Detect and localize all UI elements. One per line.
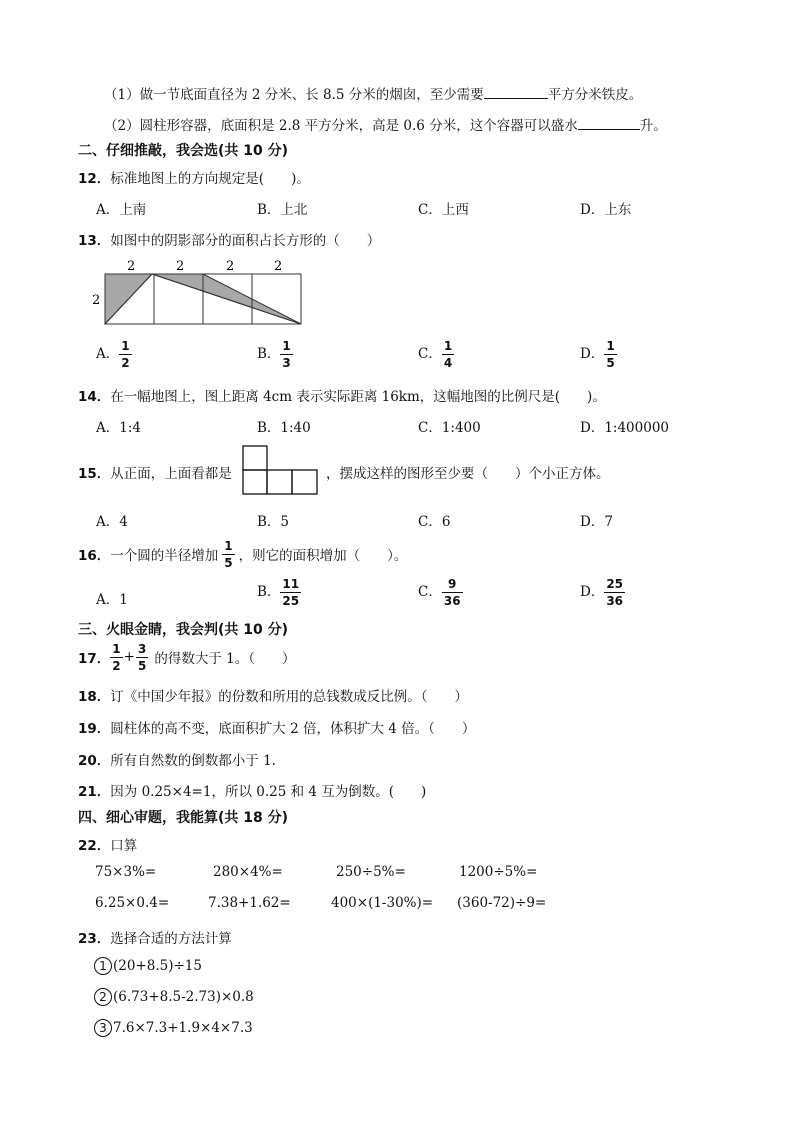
width-label: 2	[176, 259, 185, 274]
question-19: 19．圆柱体的高不变，底面积扩大 2 倍，体积扩大 4 倍。（ ）	[78, 721, 476, 737]
calc-item: 250÷5%=	[336, 864, 406, 880]
question-22: 22．口算	[78, 838, 138, 854]
question-14: 14．在一幅地图上，图上距离 4cm 表示实际距离 16km，这幅地图的比例尺是( )。	[78, 389, 606, 405]
answer-blank[interactable]	[484, 86, 548, 99]
question-12: 12．标准地图上的方向规定是( )。	[78, 171, 310, 187]
question-21: 21．因为 0.25×4=1，所以 0.25 和 4 互为倒数。( )	[78, 784, 427, 800]
answer-blank[interactable]	[578, 117, 640, 130]
question-15: 15．从正面，上面看都是	[78, 466, 232, 482]
square	[267, 470, 292, 494]
option-b[interactable]: B．5	[257, 514, 290, 530]
option-a[interactable]: A．4	[96, 514, 128, 530]
section-heading: 四、细心审题，我能算(共 18 分)	[78, 810, 289, 826]
fraction: $\frac{1}{2}$	[121, 339, 130, 370]
fill-question-2: （2）圆柱形容器，底面积是 2.8 平方分米，高是 0.6 分米，这个容器可以盛水 升。	[104, 118, 667, 134]
square	[243, 446, 267, 470]
calc-item: 1200÷5%=	[459, 864, 538, 880]
question-23: 23．选择合适的方法计算	[78, 931, 232, 947]
question-16: 16． 一个圆的半径增加 $\frac{1}{5}$ ，则它的面积增加（ ）。	[78, 538, 408, 570]
question-13: 13．如图中的阴影部分的面积占长方形的（ ）	[78, 233, 381, 249]
question-20: 20．所有自然数的倒数都小于 1.	[78, 753, 276, 769]
calc-item: 400×(1-30%)=	[331, 895, 434, 911]
calc-problem: 2 (6.73+8.5-2.73)×0.8	[94, 988, 254, 1006]
rectangle-figure	[88, 256, 308, 328]
question-18: 18．订《中国少年报》的份数和所用的总钱数成反比例。（ ）	[78, 689, 469, 705]
width-label: 2	[226, 259, 235, 274]
fraction: $\frac{1}{4}$	[443, 339, 453, 370]
diagonal-line	[152, 274, 301, 324]
square	[292, 470, 317, 494]
option-b[interactable]: B． $\frac{1}{3}$	[257, 339, 291, 370]
option-a[interactable]: A．上南	[96, 202, 147, 218]
option-b[interactable]: B． $\frac{11}{25}$	[257, 577, 300, 608]
option-a[interactable]: A． $\frac{1}{2}$	[96, 339, 130, 370]
fill-question-1: （1）做一节底面直径为 2 分米、长 8.5 分米的烟囱，至少需要 平方分米铁皮。	[104, 87, 643, 103]
calc-problem: 1 (20+8.5)÷15	[94, 957, 202, 975]
calc-item: 7.38+1.62=	[208, 895, 291, 911]
circled-number: 1	[94, 957, 112, 975]
calc-item: 6.25×0.4=	[95, 895, 170, 911]
section-heading: 二、仔细推敲，我会选(共 10 分)	[78, 143, 289, 159]
option-a[interactable]: A．1	[96, 592, 128, 608]
calc-item: (360-72)÷9=	[457, 895, 547, 911]
calc-item: 75×3%=	[95, 864, 157, 880]
calc-item: 280×4%=	[213, 864, 283, 880]
option-c[interactable]: C． $\frac{1}{4}$	[418, 339, 453, 370]
fraction: $\frac{1}{5}$	[606, 339, 615, 370]
circled-number: 2	[94, 988, 112, 1006]
section-heading: 三、火眼金睛，我会判(共 10 分)	[78, 622, 289, 638]
circled-number: 3	[94, 1019, 112, 1037]
question-17: 17． $\frac{1}{2}$ + $\frac{3}{5}$ 的得数大于 1。（ ）	[78, 641, 296, 673]
fraction: $\frac{11}{25}$	[282, 577, 300, 608]
width-label: 2	[274, 259, 283, 274]
width-label: 2	[127, 259, 136, 274]
option-a[interactable]: A．1:4	[96, 420, 141, 436]
calc-problem: 3 7.6×7.3+1.9×4×7.3	[94, 1019, 253, 1037]
question-15-tail: ，摆成这样的图形至少要（ ）个小正方体。	[326, 466, 610, 482]
fraction: $\frac{9}{36}$	[443, 577, 461, 608]
option-d[interactable]: D．1:400000	[580, 420, 669, 436]
option-c[interactable]: C． $\frac{9}{36}$	[418, 577, 461, 608]
option-c[interactable]: C．上西	[418, 202, 469, 218]
option-d[interactable]: D． $\frac{1}{5}$	[580, 339, 615, 370]
square	[243, 470, 267, 494]
option-d[interactable]: D． $\frac{25}{36}$	[580, 577, 624, 608]
option-d[interactable]: D．7	[580, 514, 613, 530]
option-c[interactable]: C．6	[418, 514, 451, 530]
height-label: 2	[92, 293, 101, 308]
fraction: $\frac{1}{5}$	[224, 538, 233, 570]
fraction: $\frac{25}{36}$	[606, 577, 624, 608]
fraction: $\frac{1}{3}$	[282, 339, 291, 370]
fraction: $\frac{3}{5}$	[137, 641, 147, 673]
option-b[interactable]: B．1:40	[257, 420, 311, 436]
cube-view-figure	[242, 445, 320, 497]
option-d[interactable]: D．上东	[580, 202, 632, 218]
option-b[interactable]: B．上北	[257, 202, 308, 218]
fraction: $\frac{1}{2}$	[112, 641, 121, 673]
option-c[interactable]: C．1:400	[418, 420, 481, 436]
